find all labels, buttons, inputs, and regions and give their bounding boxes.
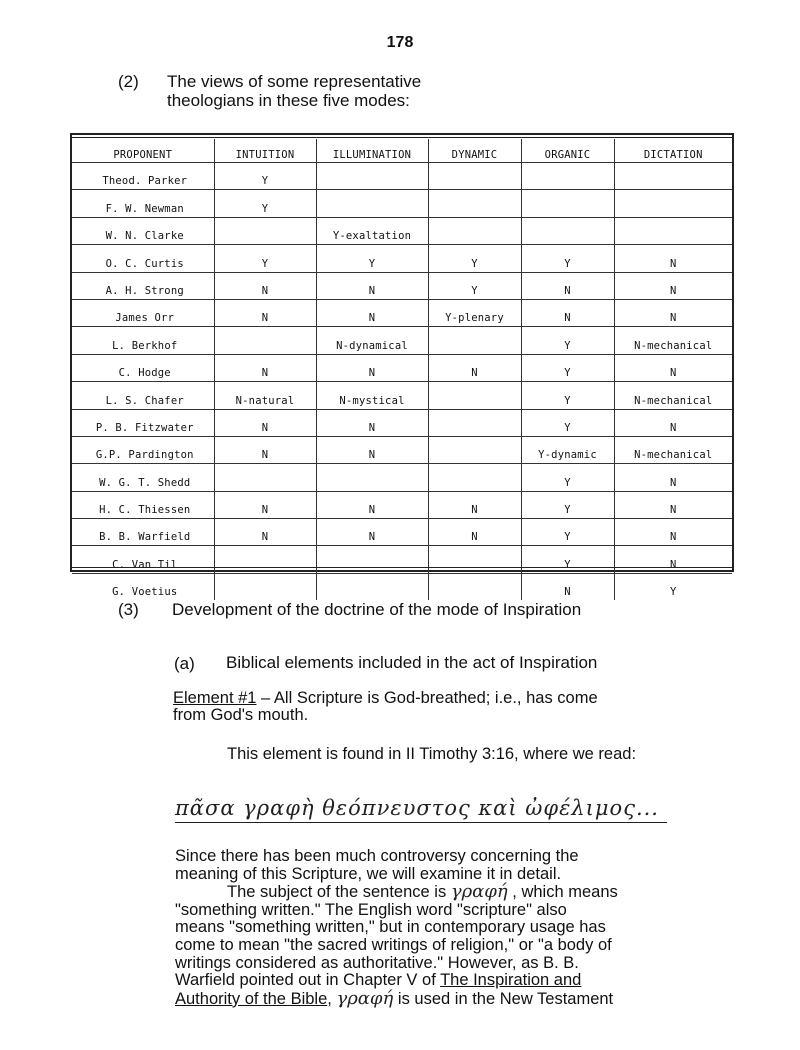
body-line-8 <box>175 972 715 990</box>
body-line-5: means "something written," but in contemporary usage has <box>175 918 606 937</box>
section-2-line-2: theologians in these five modes: <box>167 91 410 110</box>
table-row <box>72 354 732 381</box>
theologians-table-frame <box>70 133 734 599</box>
table-row <box>72 382 732 409</box>
proponent-name-cell: B. B. Warfield <box>72 519 214 546</box>
header-dictation: DICTATION <box>614 139 732 163</box>
mode-cell: N <box>214 299 316 326</box>
mode-cell: Y <box>214 245 316 272</box>
table-row <box>72 409 732 436</box>
mode-cell: N <box>521 272 614 299</box>
body-line-4: "something written." The English word "scripture" also <box>175 900 567 919</box>
mode-cell <box>521 163 614 190</box>
mode-cell: Y <box>521 491 614 518</box>
mode-cell <box>521 217 614 244</box>
proponent-name-cell: W. G. T. Shedd <box>72 464 214 491</box>
mode-cell <box>214 573 316 600</box>
mode-cell: N <box>428 354 521 381</box>
greek-quotation: πᾶσα γραφὴ θεόπνευστος καὶ ὠφέλιμος... <box>175 796 667 823</box>
proponent-name-cell: C. Van Til <box>72 546 214 573</box>
proponent-name-cell: W. N. Clarke <box>72 217 214 244</box>
mode-cell <box>316 546 428 573</box>
mode-cell: N <box>614 409 732 436</box>
table-row <box>72 464 732 491</box>
body-line-2: meaning of this Scripture, we will examine it in detail. <box>175 864 562 883</box>
table-row <box>72 327 732 354</box>
mode-cell <box>214 464 316 491</box>
mode-cell: Y <box>316 245 428 272</box>
mode-cell <box>316 464 428 491</box>
mode-cell: N <box>614 546 732 573</box>
mode-cell: Y <box>614 573 732 600</box>
proponent-name-cell: James Orr <box>72 299 214 326</box>
table-row <box>72 245 732 272</box>
greek-word-graphe: γραφή <box>450 881 508 903</box>
header-proponent: PROPONENT <box>72 139 214 163</box>
mode-cell: N <box>614 245 732 272</box>
element-1-label: Element #1 <box>173 689 257 707</box>
table-row <box>72 272 732 299</box>
mode-cell: Y-plenary <box>428 299 521 326</box>
table-row <box>72 519 732 546</box>
mode-cell: N <box>316 519 428 546</box>
table-row <box>72 546 732 573</box>
mode-cell <box>428 327 521 354</box>
mode-cell: Y-dynamic <box>521 436 614 463</box>
mode-cell <box>316 163 428 190</box>
book-title-part-2: Authority of the Bible <box>175 989 328 1008</box>
body-line-3 <box>175 883 715 902</box>
mode-cell <box>316 573 428 600</box>
body-line-3-end: , which means <box>507 883 618 902</box>
mode-cell: N <box>316 409 428 436</box>
mode-cell: N <box>614 354 732 381</box>
mode-cell: N <box>614 519 732 546</box>
mode-cell: N <box>316 354 428 381</box>
proponent-name-cell: F. W. Newman <box>72 190 214 217</box>
table-row <box>72 573 732 600</box>
book-title-part-1: The Inspiration and <box>440 971 582 990</box>
subsection-a-title: Biblical elements included in the act of Inspiration <box>226 653 598 672</box>
body-line-8-start: Warfield pointed out in Chapter V of <box>175 971 441 990</box>
proponent-name-cell: G. Voetius <box>72 573 214 600</box>
mode-cell: N <box>521 299 614 326</box>
mode-cell: N-mystical <box>316 382 428 409</box>
section-3-title: Development of the doctrine of the mode of Inspiration <box>172 600 582 619</box>
mode-cell: N <box>614 272 732 299</box>
mode-cell: Y <box>521 245 614 272</box>
proponent-name-cell: H. C. Thiessen <box>72 491 214 518</box>
mode-cell <box>614 163 732 190</box>
mode-cell: N <box>614 464 732 491</box>
mode-cell: N <box>214 436 316 463</box>
table-header-row <box>72 139 732 163</box>
mode-cell: N-natural <box>214 382 316 409</box>
mode-cell: Y <box>521 519 614 546</box>
mode-cell <box>316 190 428 217</box>
body-line-9: Authority of the Bible, γραφή is used in the New Testament <box>175 987 614 1009</box>
mode-cell: Y <box>521 327 614 354</box>
mode-cell: N <box>614 299 732 326</box>
mode-cell <box>428 163 521 190</box>
header-illumination: ILLUMINATION <box>316 139 428 163</box>
mode-cell: N <box>521 573 614 600</box>
mode-cell: N <box>214 272 316 299</box>
body-line-6: come to mean "the sacred writings of religion," or "a body of <box>175 935 612 954</box>
mode-cell <box>214 217 316 244</box>
page-number: 178 <box>386 34 414 51</box>
mode-cell: Y-exaltation <box>316 217 428 244</box>
mode-cell: N <box>214 491 316 518</box>
mode-cell <box>428 436 521 463</box>
section-2-line-1: The views of some representative <box>167 72 422 91</box>
body-line-1: Since there has been much controversy concerning the <box>175 847 579 865</box>
element-1-text-line-1: – All Scripture is God-breathed; i.e., has come <box>256 689 598 707</box>
mode-cell: Y <box>428 245 521 272</box>
mode-cell <box>428 464 521 491</box>
table-row <box>72 299 732 326</box>
mode-cell: N <box>428 519 521 546</box>
proponent-name-cell: C. Hodge <box>72 354 214 381</box>
mode-cell: Y <box>521 382 614 409</box>
mode-cell <box>214 327 316 354</box>
mode-cell: Y <box>521 354 614 381</box>
mode-cell: N <box>214 519 316 546</box>
mode-cell <box>428 382 521 409</box>
mode-cell: N-mechanical <box>614 436 732 463</box>
greek-word-graphe-2: γραφή <box>336 987 394 1009</box>
header-organic: ORGANIC <box>521 139 614 163</box>
mode-cell: N-mechanical <box>614 327 732 354</box>
mode-cell <box>428 190 521 217</box>
mode-cell <box>614 190 732 217</box>
mode-cell <box>428 573 521 600</box>
mode-cell: N <box>316 436 428 463</box>
mode-cell: N <box>614 491 732 518</box>
proponent-name-cell: A. H. Strong <box>72 272 214 299</box>
section-3-number: (3) <box>118 600 139 619</box>
subsection-a-number: (a) <box>174 654 195 673</box>
element-1-paragraph <box>173 690 733 724</box>
mode-cell <box>614 217 732 244</box>
mode-cell: Y <box>521 409 614 436</box>
mode-cell: Y <box>521 546 614 573</box>
mode-cell: N <box>316 272 428 299</box>
body-paragraph <box>175 848 715 1008</box>
mode-cell: N-mechanical <box>614 382 732 409</box>
proponent-name-cell: O. C. Curtis <box>72 245 214 272</box>
body-line-7: writings considered as authoritative." However, as B. B. <box>175 953 579 972</box>
mode-cell: Y <box>428 272 521 299</box>
table-row <box>72 217 732 244</box>
section-2-heading <box>167 72 421 110</box>
mode-cell: Y <box>521 464 614 491</box>
body-line-9-end: is used in the New Testament <box>393 989 614 1008</box>
mode-cell <box>428 546 521 573</box>
table-row <box>72 190 732 217</box>
header-dynamic: DYNAMIC <box>428 139 521 163</box>
mode-cell: N <box>316 299 428 326</box>
body-line-3-start: The subject of the sentence is <box>227 883 451 902</box>
mode-cell: Y <box>214 190 316 217</box>
mode-cell: N-dynamical <box>316 327 428 354</box>
theologians-table <box>72 139 732 600</box>
mode-cell: Y <box>214 163 316 190</box>
mode-cell: N <box>316 491 428 518</box>
proponent-name-cell: Theod. Parker <box>72 163 214 190</box>
mode-cell: N <box>214 354 316 381</box>
mode-cell: N <box>214 409 316 436</box>
element-found-text: This element is found in II Timothy 3:16, where we read: <box>227 745 637 763</box>
proponent-name-cell: G.P. Pardington <box>72 436 214 463</box>
proponent-name-cell: P. B. Fitzwater <box>72 409 214 436</box>
table-body <box>72 163 732 601</box>
proponent-name-cell: L. S. Chafer <box>72 382 214 409</box>
mode-cell: N <box>428 491 521 518</box>
section-2-number: (2) <box>118 72 139 91</box>
mode-cell <box>214 546 316 573</box>
proponent-name-cell: L. Berkhof <box>72 327 214 354</box>
table-row <box>72 163 732 190</box>
mode-cell <box>521 190 614 217</box>
mode-cell <box>428 409 521 436</box>
mode-cell <box>428 217 521 244</box>
element-1-text-line-2: from God's mouth. <box>173 706 309 724</box>
table-row <box>72 436 732 463</box>
table-row <box>72 491 732 518</box>
header-intuition: INTUITION <box>214 139 316 163</box>
